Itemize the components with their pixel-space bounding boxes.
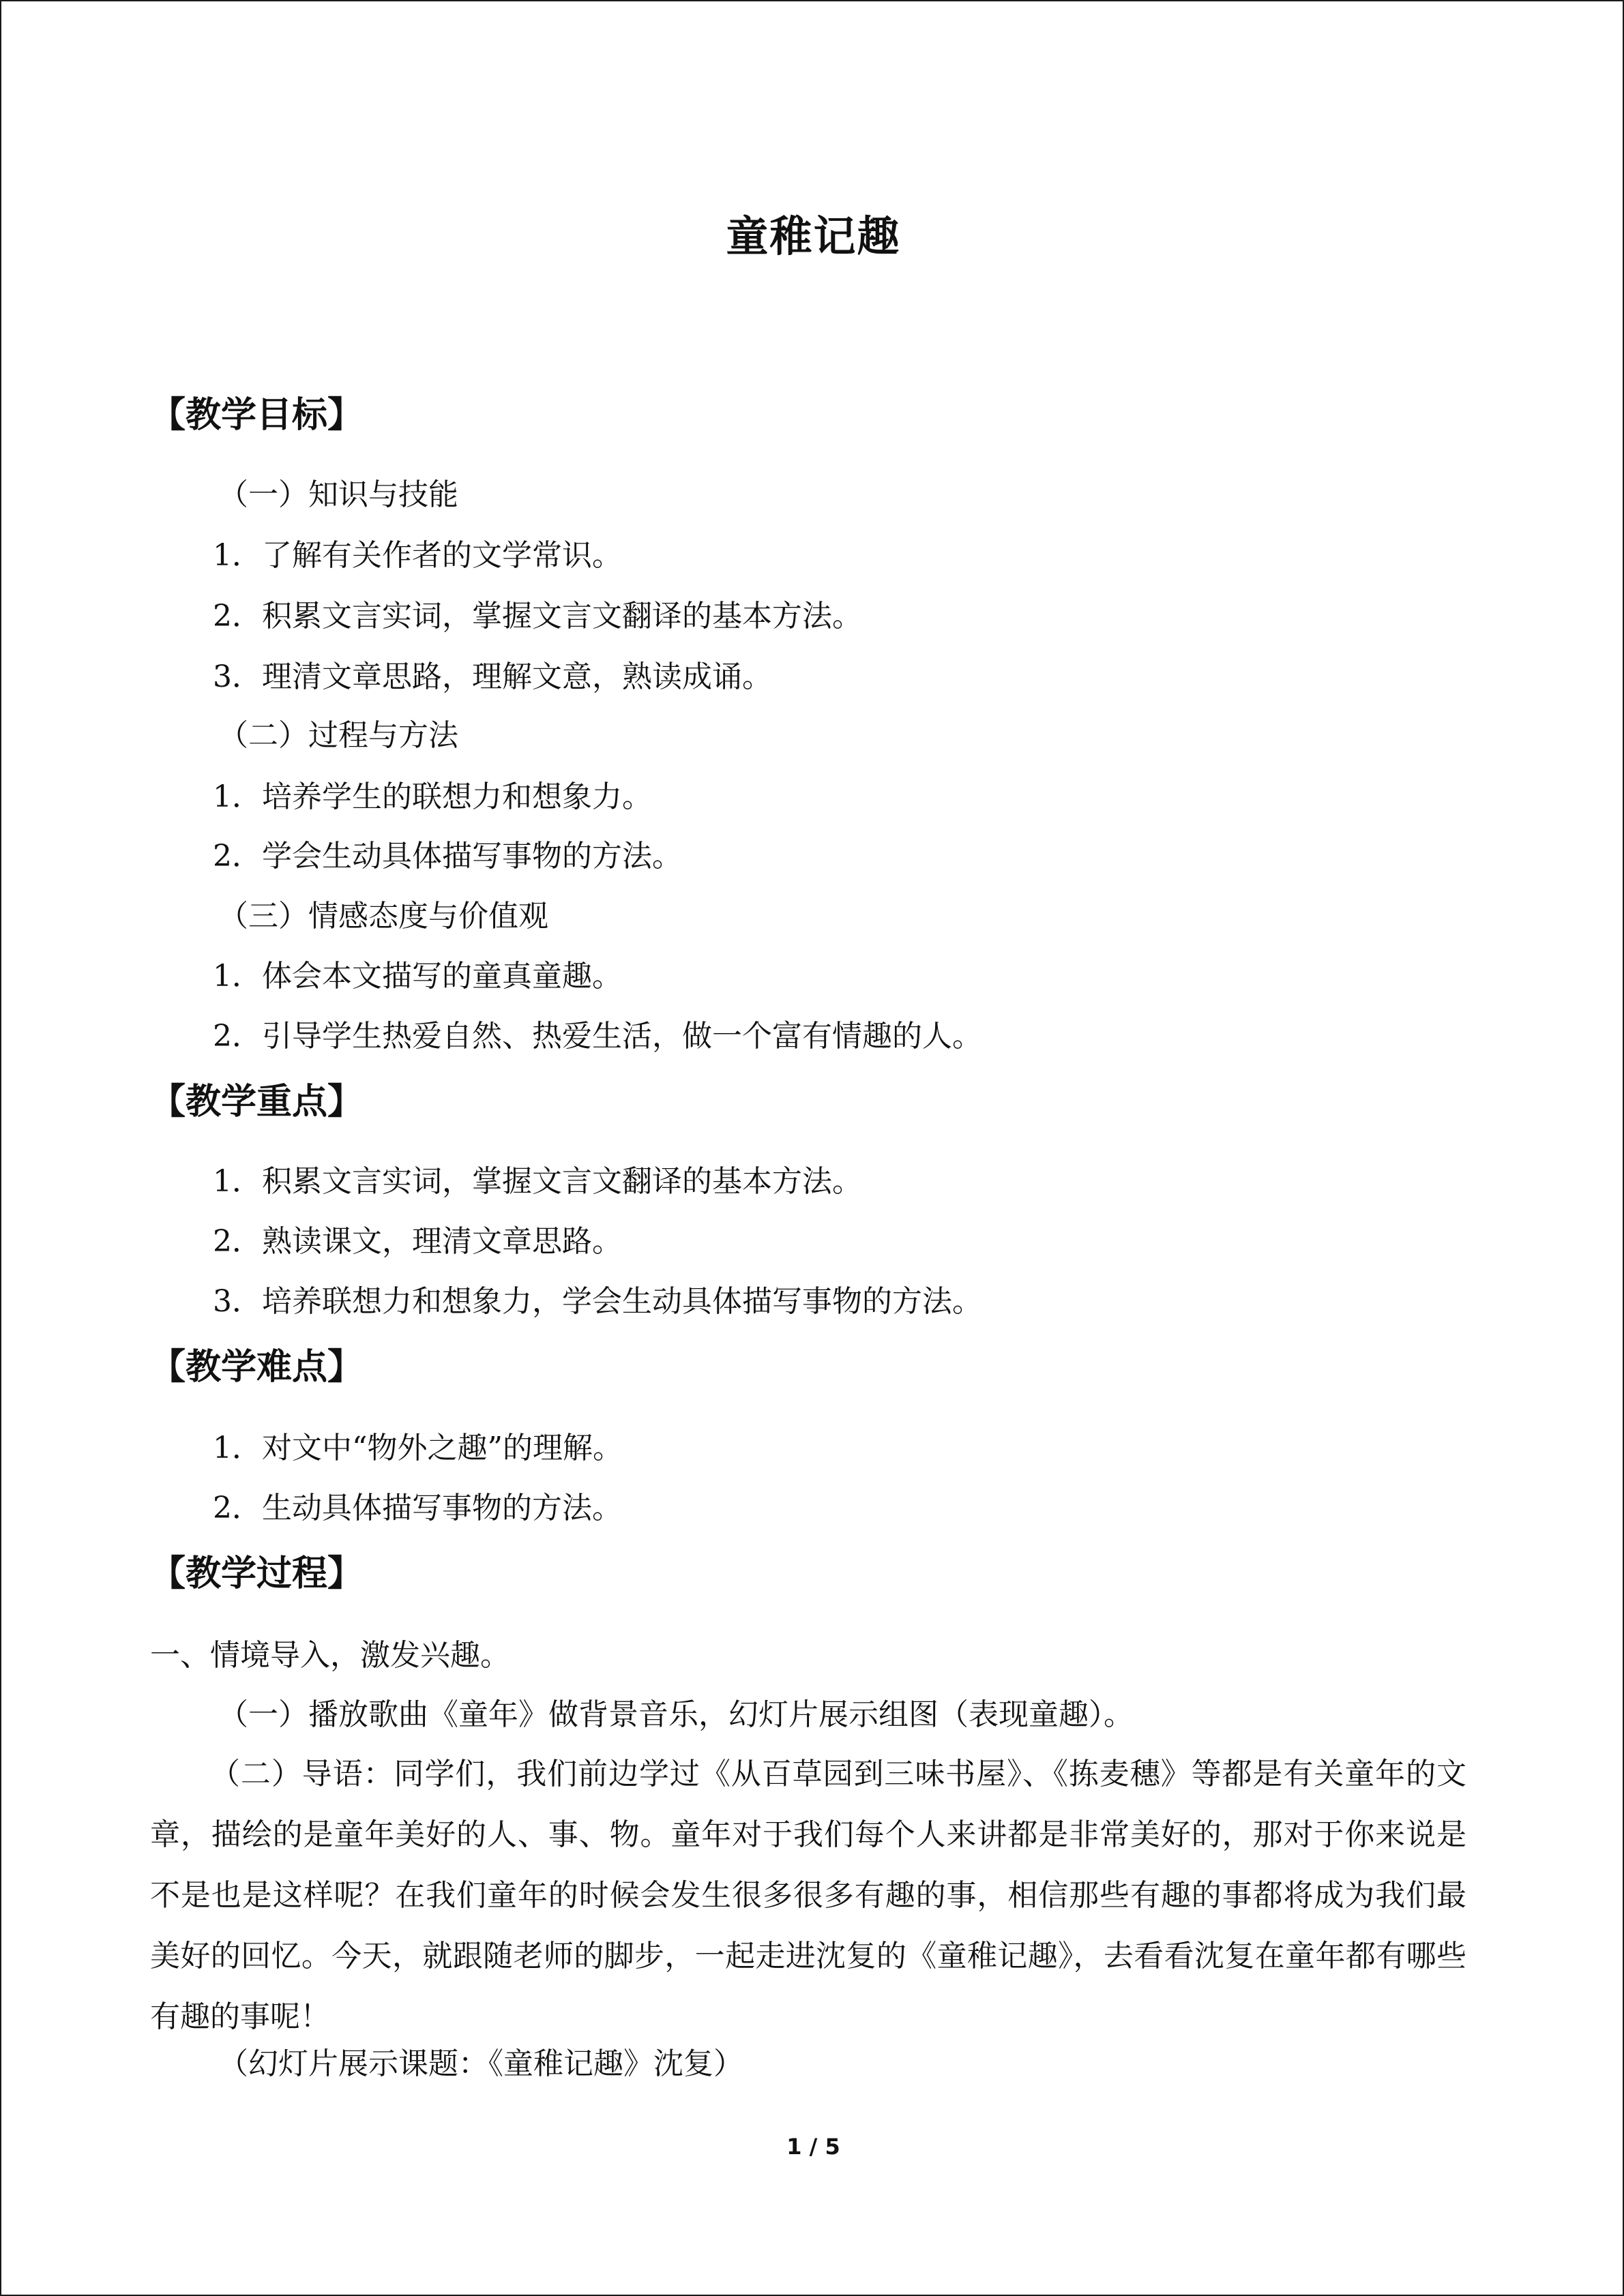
subsection-process-methods: （二）过程与方法 [218,718,458,753]
page-number: 1 / 5 [786,2134,840,2160]
objective-item: 2．引导学生热爱自然、热爱生活，做一个富有情趣的人。 [213,1019,982,1054]
difficulty-item: 2．生动具体描写事物的方法。 [213,1491,622,1525]
objective-item: 1．了解有关作者的文学常识。 [213,538,622,573]
section-heading-key-points: 【教学重点】 [150,1082,364,1122]
key-point-item: 2．熟读课文，理清文章思路。 [213,1224,622,1259]
process-paragraph: （幻灯片展示课题：《童稚记趣》沈复） [218,2046,743,2081]
objective-item: 2．学会生动具体描写事物的方法。 [213,839,682,874]
process-paragraph-intro: （二）导语：同学们，我们前边学过《从百草园到三味书屋》、《拣麦穗》等都是有关童年的文章，描绘的是童年美好的人、事、物。童年对于我们每个人来讲都是非常美好的，那对于你来说是不是也是这样呢？在我们童年的时候会发生很多很多有趣的事，相信那些有趣的事都将成为我们最美好的回忆。今天，就跟随老师的脚步，一起走进沈复的《童稚记趣》，去看看沈复在童年都有哪些有趣的事呢！ [150,1757,1466,2034]
difficulty-item: 1．对文中“物外之趣”的理解。 [213,1431,623,1465]
objective-item: 1．体会本文描写的童真童趣。 [213,959,622,994]
objective-item: 2．积累文言实词，掌握文言文翻译的基本方法。 [213,599,862,633]
section-heading-objectives: 【教学目标】 [150,395,364,436]
document-title: 童稚记趣 [726,211,901,261]
process-paragraph: （一）播放歌曲《童年》做背景音乐，幻灯片展示组图（表现童趣）。 [218,1697,1134,1732]
section-heading-difficulties: 【教学难点】 [150,1347,364,1388]
objective-item: 3．理清文章思路，理解文意，熟读成诵。 [213,659,772,694]
subsection-emotion-values: （三）情感态度与价值观 [218,899,548,934]
objective-item: 1．培养学生的联想力和想象力。 [213,779,652,814]
key-point-item: 1．积累文言实词，掌握文言文翻译的基本方法。 [213,1164,862,1199]
section-heading-process: 【教学过程】 [150,1553,364,1594]
process-step-heading: 一、情境导入，激发兴趣。 [150,1638,510,1673]
subsection-knowledge-skills: （一）知识与技能 [218,477,458,512]
key-point-item: 3．培养联想力和想象力，学会生动具体描写事物的方法。 [213,1284,982,1319]
